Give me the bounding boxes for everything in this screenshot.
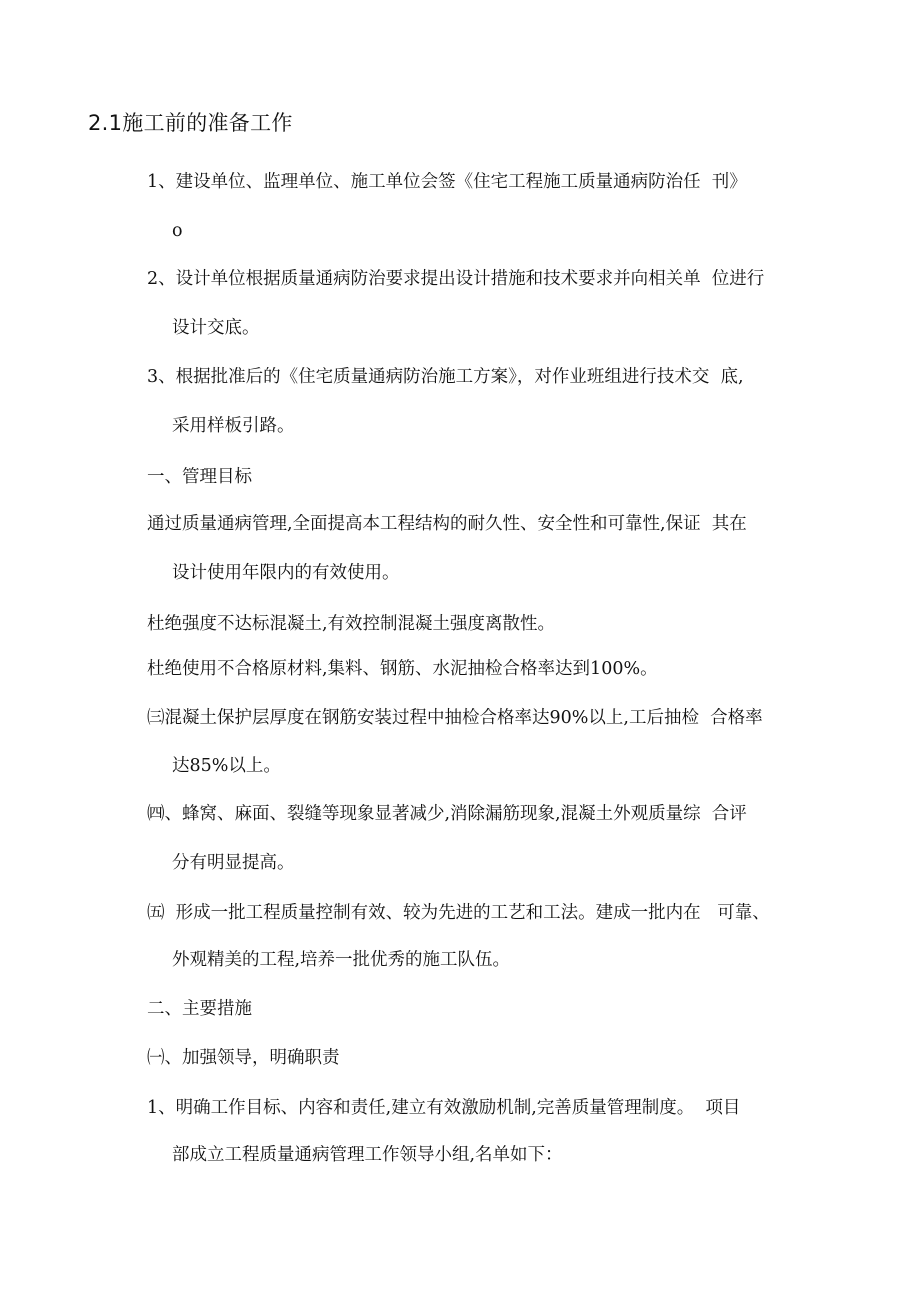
paragraph-line: 外观精美的工程,培养一批优秀的施工队伍。 <box>172 950 511 970</box>
subheading-leadership: ㈠、加强领导，明确职责 <box>147 1048 340 1068</box>
paragraph-line: 通过质量通病管理,全面提高本工程结构的耐久性、安全性和可靠性,保证 其在 <box>147 514 747 534</box>
paragraph-line: 分有明显提高。 <box>172 853 295 873</box>
paragraph-line: 达85%以上。 <box>172 756 281 776</box>
paragraph-line: 1、建设单位、监理单位、施工单位会签《住宅工程施工质量通病防治任 刊》 <box>147 172 747 192</box>
paragraph-line: 3、根据批准后的《住宅质量通病防治施工方案》，对作业班组进行技术交 底, <box>147 367 744 387</box>
paragraph-line: 设计交底。 <box>172 318 260 338</box>
paragraph-line: 设计使用年限内的有效使用。 <box>172 563 400 583</box>
subheading-main-measures: 二、主要措施 <box>147 999 252 1019</box>
paragraph-line: 1、明确工作目标、内容和责任,建立有效激励机制,完善质量管理制度。 项目 <box>147 1098 741 1118</box>
paragraph-line: 2、设计单位根据质量通病防治要求提出设计措施和技术要求并向相关单 位进行 <box>147 269 765 289</box>
paragraph-line: 杜绝强度不达标混凝土,有效控制混凝土强度离散性。 <box>147 614 556 634</box>
paragraph-line: 部成立工程质量通病管理工作领导小组,名单如下： <box>172 1145 563 1165</box>
paragraph-line: ㈢混凝土保护层厚度在钢筋安装过程中抽检合格率达90%以上,工后抽检 合格率 <box>147 708 763 728</box>
section-heading: 2.1施工前的准备工作 <box>88 111 293 135</box>
paragraph-line: ㈣、蜂窝、麻面、裂缝等现象显著减少,消除漏筋现象,混凝土外观质量综 合评 <box>147 804 747 824</box>
paragraph-line: o <box>172 221 183 241</box>
paragraph-line: 采用样板引路。 <box>172 416 295 436</box>
paragraph-line: 杜绝使用不合格原材料,集料、钢筋、水泥抽检合格率达到100%。 <box>147 659 658 679</box>
subheading-management-goals: 一、管理目标 <box>147 467 252 487</box>
paragraph-line: ㈤ 形成一批工程质量控制有效、较为先进的工艺和工法。建成一批内在 可靠、 <box>147 903 770 923</box>
